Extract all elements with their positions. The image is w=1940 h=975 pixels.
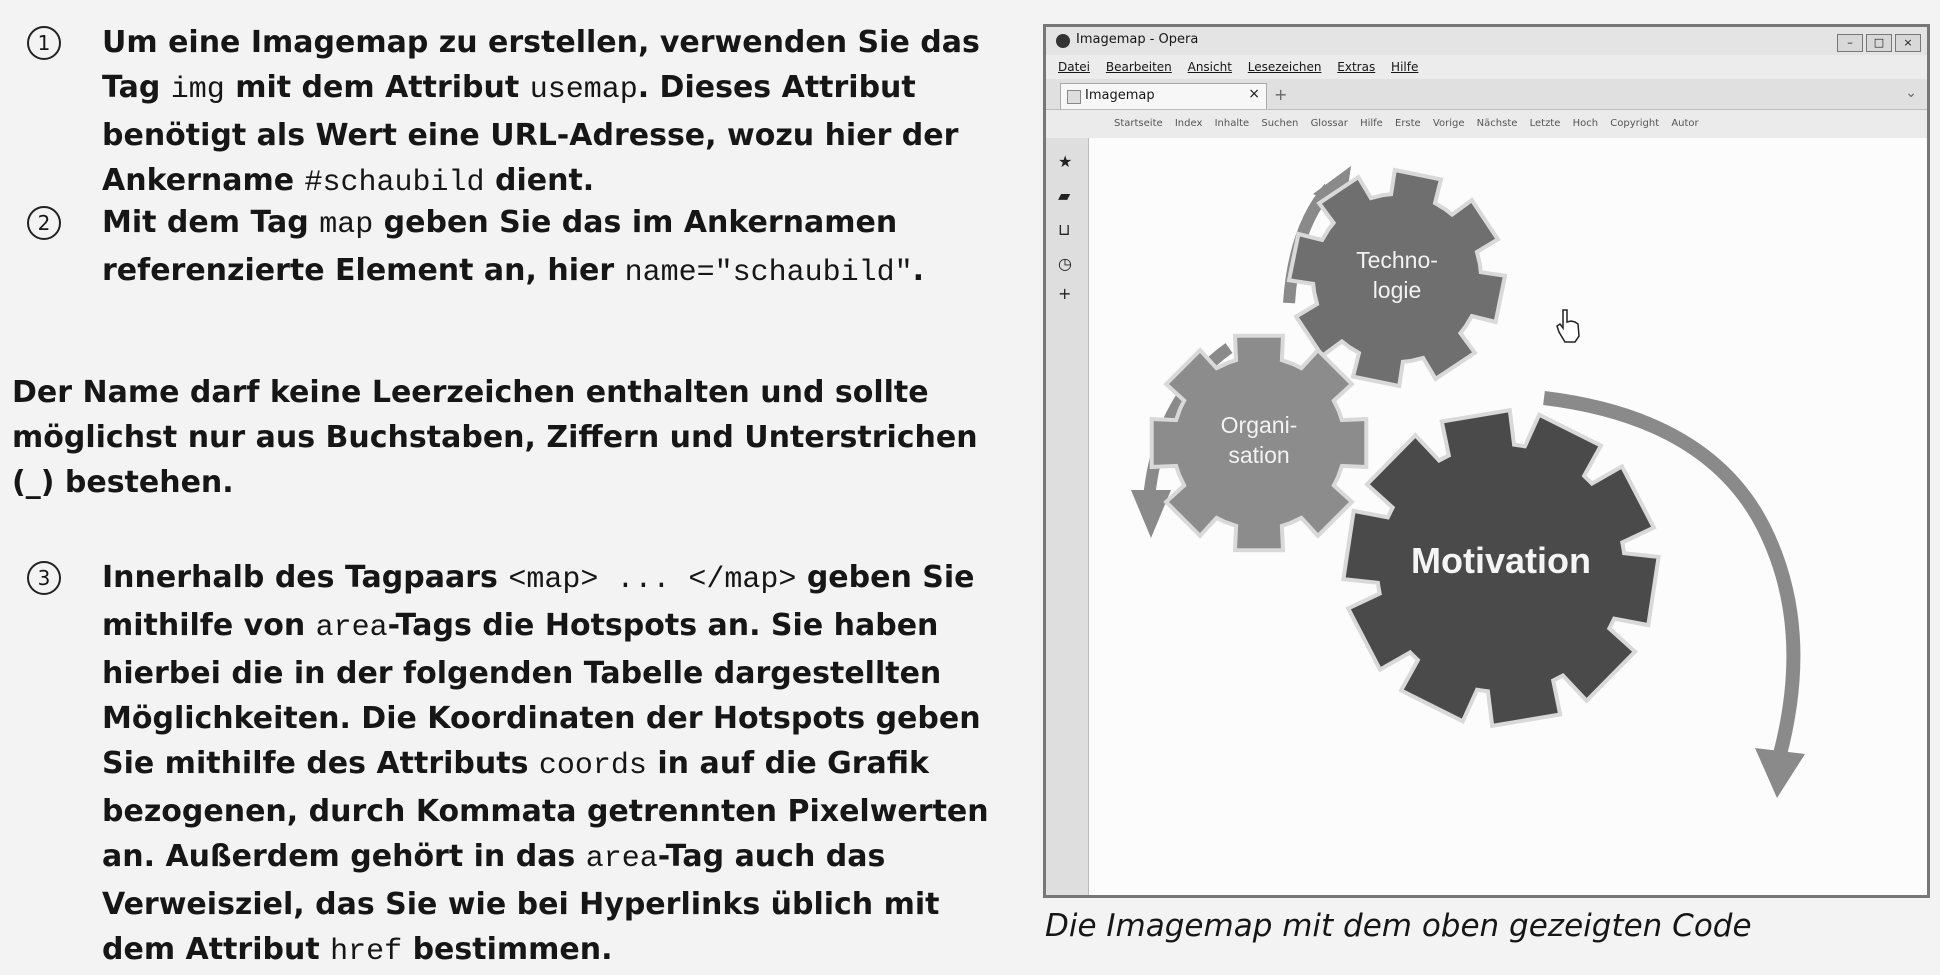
nav-link[interactable]: Copyright xyxy=(1610,118,1660,129)
history-icon[interactable]: ◷ xyxy=(1058,254,1072,273)
inline-code: area xyxy=(315,611,388,645)
step-number: 3 xyxy=(27,561,61,595)
nav-link[interactable]: Startseite xyxy=(1114,118,1163,129)
nav-link[interactable]: Suchen xyxy=(1261,118,1299,129)
inline-code: href xyxy=(330,935,403,969)
nav-link[interactable]: Autor xyxy=(1671,118,1699,129)
browser-screenshot xyxy=(1043,24,1930,898)
step-text xyxy=(102,200,1022,296)
window-title: Imagemap - Opera xyxy=(1076,32,1199,47)
nav-link[interactable]: Erste xyxy=(1395,118,1421,129)
menu-item-lesezeichen[interactable]: Lesezeichen xyxy=(1247,60,1322,74)
arrowhead-right xyxy=(1755,748,1805,798)
gear-label-technologie-2: logie xyxy=(1372,277,1422,303)
text-run: . xyxy=(912,253,925,288)
inline-code: coords xyxy=(538,749,647,783)
nav-link[interactable]: Index xyxy=(1174,118,1203,129)
text-run: Um eine Imagemap zu erstellen, verwenden Sie das Tag xyxy=(102,25,980,105)
step-number: 2 xyxy=(27,206,61,240)
text-run: bestimmen. xyxy=(402,932,613,967)
nav-links-bar xyxy=(1046,110,1927,138)
tab-imagemap[interactable] xyxy=(1060,83,1267,109)
hand-cursor-icon xyxy=(1557,310,1579,342)
maximize-icon[interactable]: □ xyxy=(1866,34,1892,52)
inline-code: img xyxy=(170,73,225,107)
text-run: in auf die Grafik bezogenen, durch Kommata getrennten Pixelwerten an. Außerdem gehört in das xyxy=(102,746,989,874)
inline-code: area xyxy=(585,842,658,876)
inline-code: #schaubild xyxy=(304,166,485,200)
name-note: Der Name darf keine Leerzeichen enthalten und sollte möglichst nur aus Buchstaben, Ziffern und Unterstrichen (_) bestehen. xyxy=(12,375,978,500)
tab-close-icon[interactable]: × xyxy=(1248,86,1260,102)
step-2 xyxy=(12,200,1022,296)
inline-code: name="schaubild" xyxy=(624,256,913,290)
menu-item-ansicht[interactable]: Ansicht xyxy=(1187,60,1232,74)
new-tab-icon[interactable]: + xyxy=(1274,85,1288,104)
nav-link[interactable]: Nächste xyxy=(1476,118,1518,129)
text-run: . Dieses Attribut benötigt als Wert eine URL-Adresse, wozu hier der Ankername xyxy=(102,70,959,198)
download-icon[interactable]: ⊔ xyxy=(1058,220,1071,239)
step-text xyxy=(102,20,1022,206)
opera-logo-icon xyxy=(1056,34,1070,48)
imagemap-graphic xyxy=(1089,138,1927,895)
inline-code: map xyxy=(319,208,374,242)
text-run: -Tags die Hotspots an. Sie haben hierbei die in der folgenden Tabelle dargestellten Möglichkeiten. Die Koordinaten der Hotspots geben Sie mithilfe des Attributs xyxy=(102,608,981,781)
text-run: mit dem Attribut xyxy=(224,70,530,105)
gear-label-motivation: Motivation xyxy=(1411,540,1591,581)
notes-icon[interactable]: ▰ xyxy=(1058,186,1071,205)
text-run: dient. xyxy=(484,163,595,198)
tab-bar xyxy=(1046,79,1927,110)
step-1 xyxy=(12,20,1022,206)
nav-link[interactable]: Hoch xyxy=(1572,118,1599,129)
inline-code: <map> ... </map> xyxy=(508,563,797,597)
page-icon xyxy=(1067,90,1081,104)
figure-caption: Die Imagemap mit dem oben gezeigten Code xyxy=(1045,908,1752,944)
chevron-down-icon[interactable]: ⌄ xyxy=(1905,85,1917,101)
inline-code: usemap xyxy=(529,73,638,107)
page-viewport xyxy=(1089,138,1927,895)
gear-label-organisation-2: sation xyxy=(1228,442,1290,468)
text-run: Mit dem Tag xyxy=(102,205,320,240)
nav-link[interactable]: Hilfe xyxy=(1360,118,1383,129)
text-run: geben Sie das im Ankernamen referenzierte Element an, hier xyxy=(102,205,898,288)
menu-item-hilfe[interactable]: Hilfe xyxy=(1391,60,1419,74)
close-icon[interactable]: × xyxy=(1895,34,1921,52)
nav-link[interactable]: Letzte xyxy=(1529,118,1561,129)
minimize-icon[interactable]: – xyxy=(1837,34,1863,52)
nav-link[interactable]: Vorige xyxy=(1432,118,1465,129)
menu-item-extras[interactable]: Extras xyxy=(1337,60,1376,74)
arrowhead-left xyxy=(1131,490,1171,538)
text-run: -Tag auch das Verweisziel, das Sie wie bei Hyperlinks üblich mit dem Attribut xyxy=(102,839,940,967)
star-icon[interactable]: ★ xyxy=(1058,152,1073,171)
menu-item-datei[interactable]: Datei xyxy=(1058,60,1091,74)
menu-item-bearbeiten[interactable]: Bearbeiten xyxy=(1105,60,1172,74)
text-run: geben Sie mithilfe von xyxy=(102,560,975,643)
step-number: 1 xyxy=(27,26,61,60)
step-text xyxy=(102,555,1022,975)
add-panel-icon[interactable]: + xyxy=(1058,284,1072,303)
menu-bar xyxy=(1046,55,1927,79)
gear-label-organisation-1: Organi- xyxy=(1220,412,1298,438)
text-run: Innerhalb des Tagpaars xyxy=(102,560,509,595)
gear-label-technologie-1: Techno- xyxy=(1356,247,1438,273)
window-controls xyxy=(1834,31,1921,52)
nav-link[interactable]: Inhalte xyxy=(1214,118,1250,129)
nav-link[interactable]: Glossar xyxy=(1310,118,1348,129)
tab-label: Imagemap xyxy=(1085,88,1155,103)
step-3 xyxy=(12,555,1022,975)
side-panel xyxy=(1046,138,1089,895)
window-titlebar xyxy=(1046,27,1927,55)
